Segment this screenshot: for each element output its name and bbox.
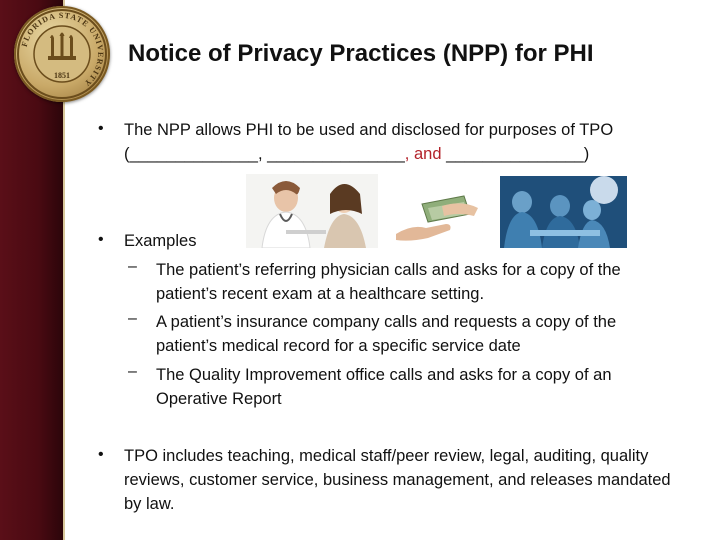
example-item: A patient’s insurance company calls and requests a copy of the patient’s medical record for a specific service date — [156, 313, 617, 355]
bullet-marker: • — [98, 120, 104, 137]
bullet-marker: • — [98, 231, 104, 248]
sub-bullet-dash: – — [128, 310, 137, 327]
svg-text:FLORIDA STATE UNIVERSITY: FLORIDA STATE UNIVERSITY — [19, 10, 106, 89]
example-item: The Quality Improvement office calls and asks for a copy of an Operative Report — [156, 366, 612, 408]
examples-label: Examples — [124, 232, 197, 250]
npp-bullet-text — [124, 118, 684, 166]
sub-bullet-dash: – — [128, 258, 137, 275]
npp-and: , and — [404, 145, 442, 163]
bullet-marker: • — [98, 446, 104, 463]
fsu-seal-logo — [14, 6, 110, 102]
npp-line: The NPP allows PHI to be used and disclosed for purposes of TPO — [124, 121, 614, 139]
sub-bullet-dash: – — [128, 363, 137, 380]
tpo-bullet-text: TPO includes teaching, medical staff/peer review, legal, auditing, quality reviews, customer service, business management, and releases mandated by law. — [124, 447, 671, 513]
npp-blank-2: _______________) — [441, 145, 590, 163]
npp-blank-1: (______________, _______________ — [124, 145, 405, 163]
example-item: The patient’s referring physician calls and asks for a copy of the patient’s recent exam at a healthcare setting. — [156, 261, 621, 303]
slide-title: Notice of Privacy Practices (NPP) for PHI — [128, 40, 594, 67]
seal-year: 1851 — [54, 71, 70, 80]
